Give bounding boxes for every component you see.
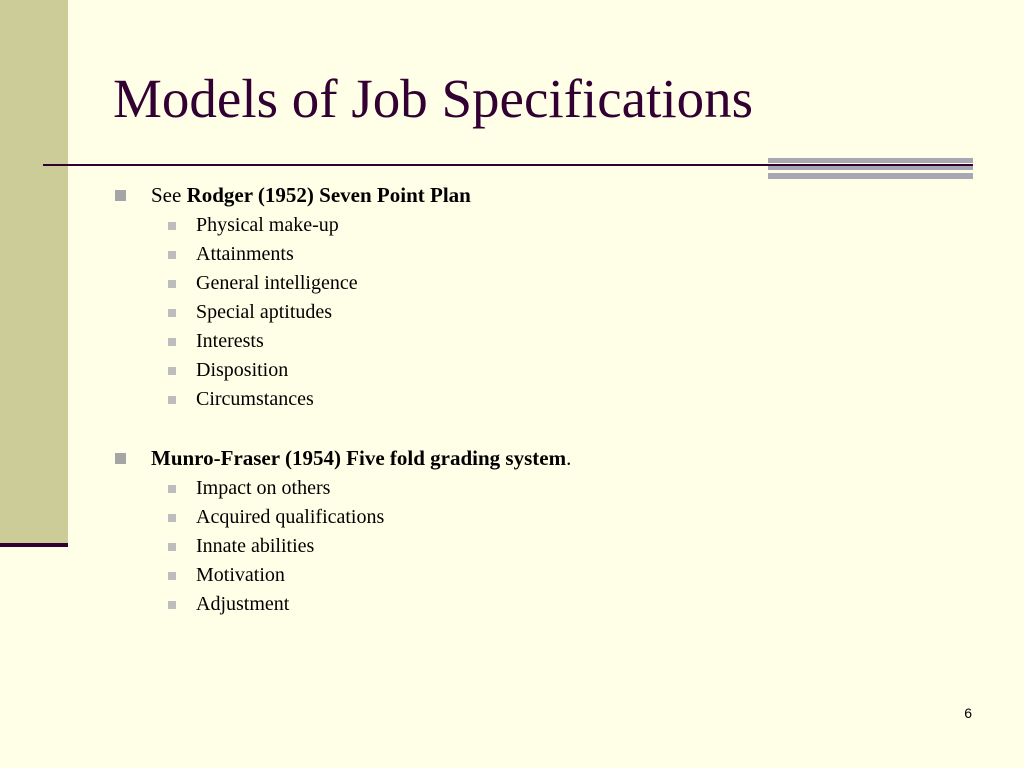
- sub-bullet-text: Adjustment: [196, 593, 290, 615]
- square-bullet-icon: [168, 251, 176, 259]
- sub-bullet-text: Physical make-up: [196, 214, 339, 236]
- square-bullet-icon: [168, 396, 176, 404]
- sub-bullet: [196, 476, 330, 500]
- sub-bullet: [196, 213, 339, 237]
- square-bullet-icon: [168, 222, 176, 230]
- sub-bullet: [196, 534, 314, 558]
- sub-bullet-text: Attainments: [196, 243, 294, 265]
- square-bullet-icon: [168, 572, 176, 580]
- bullet-bold-text: Munro-Fraser (1954) Five fold grading system: [151, 446, 567, 470]
- sub-bullet: [196, 271, 358, 295]
- sub-bullet: [196, 329, 264, 353]
- bullet-bold-text: Rodger (1952) Seven Point Plan: [186, 183, 471, 207]
- sub-bullet-text: Interests: [196, 330, 264, 352]
- sub-bullet-text: Circumstances: [196, 388, 314, 410]
- sub-bullet: [196, 242, 294, 266]
- bullet-munro-fraser-grading-system: [151, 445, 571, 471]
- square-bullet-icon: [168, 485, 176, 493]
- sub-bullet: [196, 592, 289, 616]
- sub-bullet-text: General intelligence: [196, 272, 358, 294]
- bullet-prefix: See: [151, 183, 187, 207]
- sub-bullet-text: Impact on others: [196, 477, 331, 499]
- sub-bullet: [196, 563, 285, 587]
- sub-bullet: [196, 300, 332, 324]
- slide-title: Models of Job Specifications: [113, 68, 754, 129]
- sub-bullet: [196, 505, 384, 529]
- square-bullet-icon: [168, 280, 176, 288]
- square-bullet-icon: [168, 601, 176, 609]
- sub-bullet-text: Motivation: [196, 564, 285, 586]
- bullet-rodger-seven-point-plan: [151, 182, 471, 208]
- square-bullet-icon: [168, 367, 176, 375]
- square-bullet-icon: [115, 190, 126, 201]
- sub-bullet: [196, 358, 288, 382]
- square-bullet-icon: [168, 309, 176, 317]
- square-bullet-icon: [168, 514, 176, 522]
- square-bullet-icon: [115, 453, 126, 464]
- sub-bullet-text: Innate abilities: [196, 535, 315, 557]
- bullet-suffix: .: [566, 446, 572, 470]
- sub-bullet-text: Special aptitudes: [196, 301, 333, 323]
- square-bullet-icon: [168, 338, 176, 346]
- sub-bullet-text: Disposition: [196, 359, 289, 381]
- sub-bullet: [196, 387, 314, 411]
- slide-number: 6: [964, 705, 972, 721]
- square-bullet-icon: [168, 543, 176, 551]
- sub-bullet-text: Acquired qualifications: [196, 506, 385, 528]
